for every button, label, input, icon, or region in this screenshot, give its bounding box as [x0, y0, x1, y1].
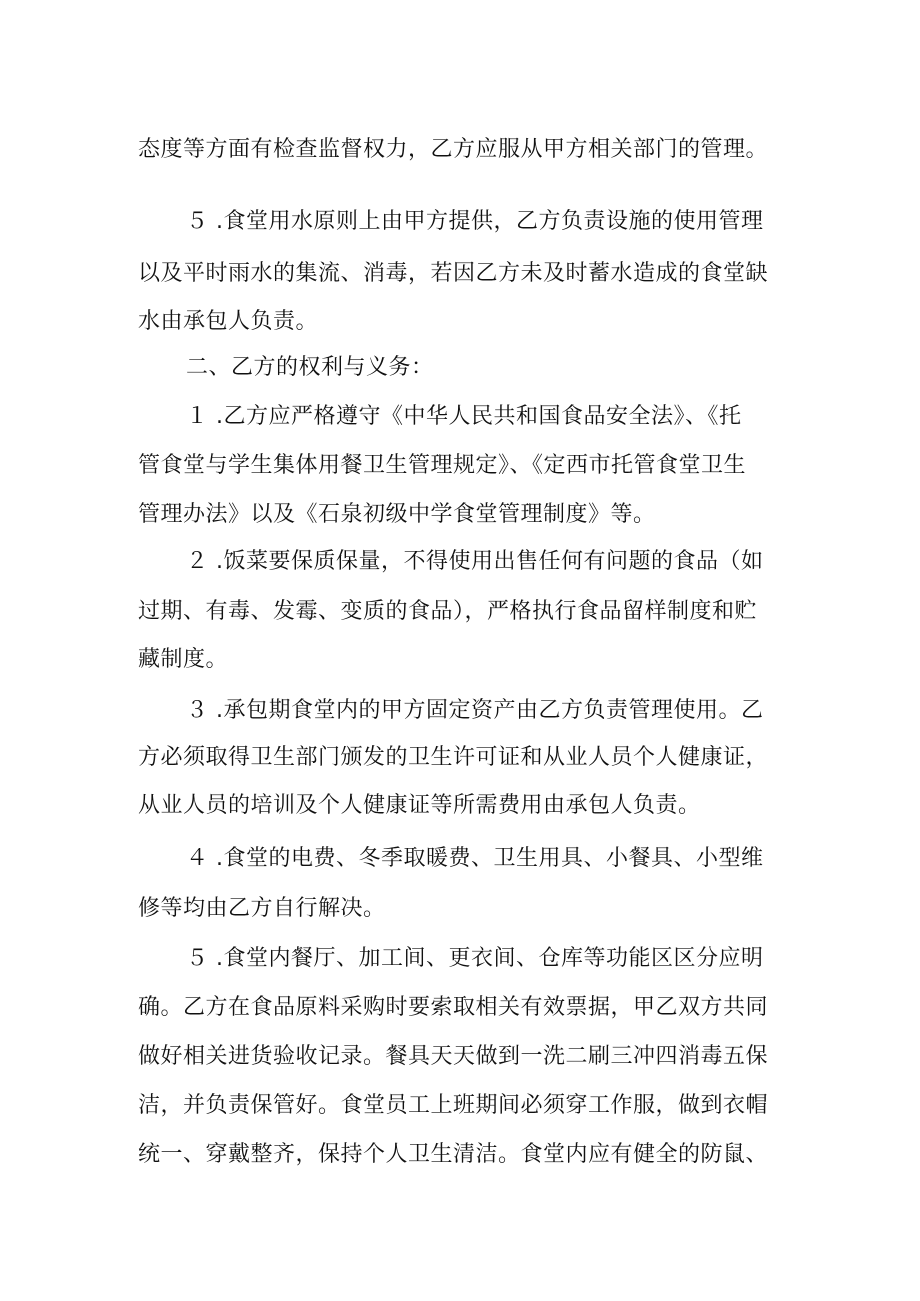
text-line: 藏制度。	[138, 647, 229, 672]
text-line: 做好相关进货验收记录。餐具天天做到一洗二刷三冲四消毒五保	[138, 1044, 769, 1069]
text-line: ５ .食堂内餐厅、加工间、更衣间、仓库等功能区区分应明	[186, 946, 764, 971]
text-line: 管食堂与学生集体用餐卫生管理规定》、《定西市托管食堂卫生	[138, 453, 747, 478]
text-line: 过期、有毒、发霉、变质的食品），严格执行食品留样制度和贮	[138, 599, 758, 624]
text-line: ３ .承包期食堂内的甲方固定资产由乙方负责管理使用。乙	[186, 698, 764, 723]
section-heading: 二、乙方的权利与义务：	[186, 355, 434, 380]
text-line: 方必须取得卫生部门颁发的卫生许可证和从业人员个人健康证，	[138, 745, 769, 770]
text-line: ５ .食堂用水原则上由甲方提供，乙方负责设施的使用管理	[186, 209, 764, 234]
text-line: 以及平时雨水的集流、消毒，若因乙方未及时蓄水造成的食堂缺	[138, 261, 769, 286]
text-line: １ .乙方应严格遵守《中华人民共和国食品安全法》、《托	[186, 404, 742, 429]
text-line: 管理办法》以及《石泉初级中学食堂管理制度》等。	[138, 502, 656, 527]
text-line: 确。乙方在食品原料采购时要索取相关有效票据，甲乙双方共同	[138, 995, 769, 1020]
text-line: 修等均由乙方自行解决。	[138, 896, 386, 921]
text-line: 洁，并负责保管好。食堂员工上班期间必须穿工作服，做到衣帽	[138, 1093, 769, 1118]
text-line: ４ .食堂的电费、冬季取暖费、卫生用具、小餐具、小型维	[186, 846, 764, 871]
text-line: 从业人员的培训及个人健康证等所需费用由承包人负责。	[138, 793, 701, 818]
text-line: 水由承包人负责。	[138, 309, 319, 334]
text-line: 统一、穿戴整齐，保持个人卫生清洁。食堂内应有健全的防鼠、	[138, 1142, 769, 1167]
text-line: ２ .饭菜要保质保量，不得使用出售任何有问题的食品（如	[186, 549, 764, 574]
text-line: 态度等方面有检查监督权力，乙方应服从甲方相关部门的管理。	[138, 137, 769, 162]
